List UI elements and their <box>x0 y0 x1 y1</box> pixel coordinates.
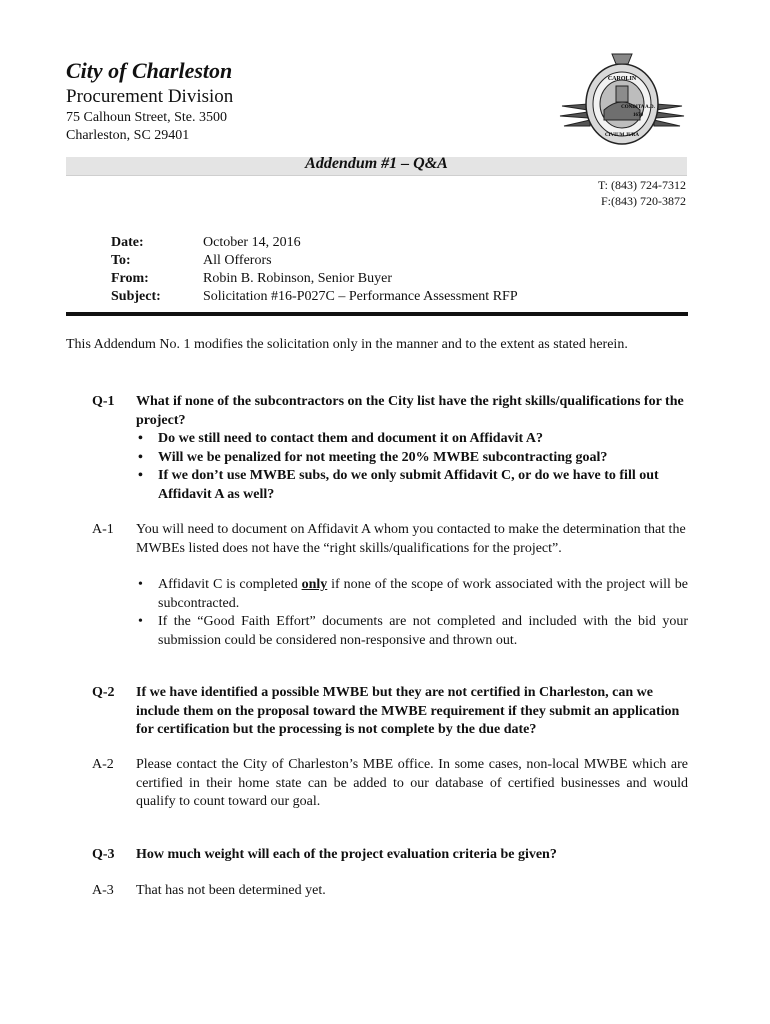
seal-text-mid2: 1670 <box>633 113 643 118</box>
to-value: All Offerors <box>203 253 272 268</box>
answer-1-bullets <box>136 576 688 650</box>
org-name: City of Charleston <box>66 58 233 83</box>
answer-2-number: A-2 <box>92 757 114 772</box>
question-3-number: Q-3 <box>92 847 115 862</box>
memo-row-subject <box>111 288 518 306</box>
answer-1-number: A-1 <box>92 522 114 537</box>
address-line-2: Charleston, SC 29401 <box>66 128 190 143</box>
date-label: Date: <box>111 235 144 250</box>
section-divider <box>66 312 688 316</box>
fax-number: F:(843) 720-3872 <box>601 194 686 208</box>
memo-row-to <box>111 252 518 270</box>
list-item: • Will we be penalized for not meeting the 20% MWBE subcontracting goal? <box>136 449 688 468</box>
list-item: • If the “Good Faith Effort” documents are not completed and included with the bid your submission could be considered non-responsive and thrown out. <box>138 614 688 648</box>
city-seal <box>558 46 686 152</box>
seal-text-bottom: CIVIUM JURA <box>604 133 640 138</box>
emphasis-only: only <box>301 577 328 592</box>
subject-value: Solicitation #16-P027C – Performance Assessment RFP <box>203 289 518 304</box>
question-2 <box>92 684 688 740</box>
division-name: Procurement Division <box>66 86 234 107</box>
from-label: From: <box>111 271 149 286</box>
bullet-icon: • <box>138 614 143 629</box>
answer-2-text: Please contact the City of Charleston’s MBE office. In some cases, non-local MWBE which are certified in their home state can be added to our database of certified businesses and would qualify to count toward our goal. <box>136 757 688 809</box>
question-3 <box>92 846 688 865</box>
bullet-icon: • <box>138 449 143 465</box>
answer-1 <box>92 521 688 650</box>
to-label: To: <box>111 253 131 268</box>
answer-3-text: That has not been determined yet. <box>136 883 326 898</box>
bullet-icon: • <box>138 577 143 592</box>
date-value: October 14, 2016 <box>203 235 301 250</box>
subject-label: Subject: <box>111 289 161 304</box>
memo-block <box>111 234 518 306</box>
memo-row-from <box>111 270 518 288</box>
question-2-number: Q-2 <box>92 685 115 700</box>
question-1 <box>92 393 688 504</box>
answer-1-text: You will need to document on Affidavit A whom you contacted to make the determination that the MWBEs listed does not have the “right skills/qualifications for the project”. <box>136 522 686 556</box>
list-item: • Do we still need to contact them and document it on Affidavit A? <box>136 430 688 449</box>
addendum-banner <box>66 157 687 176</box>
bullet-icon: • <box>138 468 143 483</box>
addendum-title: Addendum #1 – Q&A <box>305 155 448 172</box>
answer-3-number: A-3 <box>92 883 114 898</box>
address-line-1: 75 Calhoun Street, Ste. 3500 <box>66 110 227 125</box>
list-item: • If we don’t use MWBE subs, do we only submit Affidavit C, or do we have to fill out Affidavit A as well? <box>138 468 659 502</box>
memo-row-date <box>111 234 518 252</box>
question-1-bullets <box>136 430 688 504</box>
intro-paragraph: This Addendum No. 1 modifies the solicitation only in the manner and to the extent as stated herein. <box>66 337 628 352</box>
answer-3 <box>92 882 688 901</box>
bullet-icon: • <box>138 431 143 446</box>
answer-2 <box>92 756 688 812</box>
question-1-number: Q-1 <box>92 394 115 409</box>
from-value: Robin B. Robinson, Senior Buyer <box>203 271 393 286</box>
question-3-text: How much weight will each of the project evaluation criteria be given? <box>136 847 557 862</box>
seal-text-top: CAROLIN <box>607 76 637 82</box>
seal-text-mid1: CONDITA A.D. <box>621 105 655 110</box>
question-2-text: If we have identified a possible MWBE but they are not certified in Charleston, can we include them on the proposal toward the MWBE requirement if they submit an application for certification but the processing is not complete by the due date? <box>136 685 680 737</box>
list-item: • Affidavit C is completed only if none of the scope of work associated with the project will be subcontracted. <box>138 577 688 611</box>
phone-number: T: (843) 724-7312 <box>597 178 686 192</box>
question-1-text: What if none of the subcontractors on the City list have the right skills/qualifications for the project? <box>136 394 684 428</box>
